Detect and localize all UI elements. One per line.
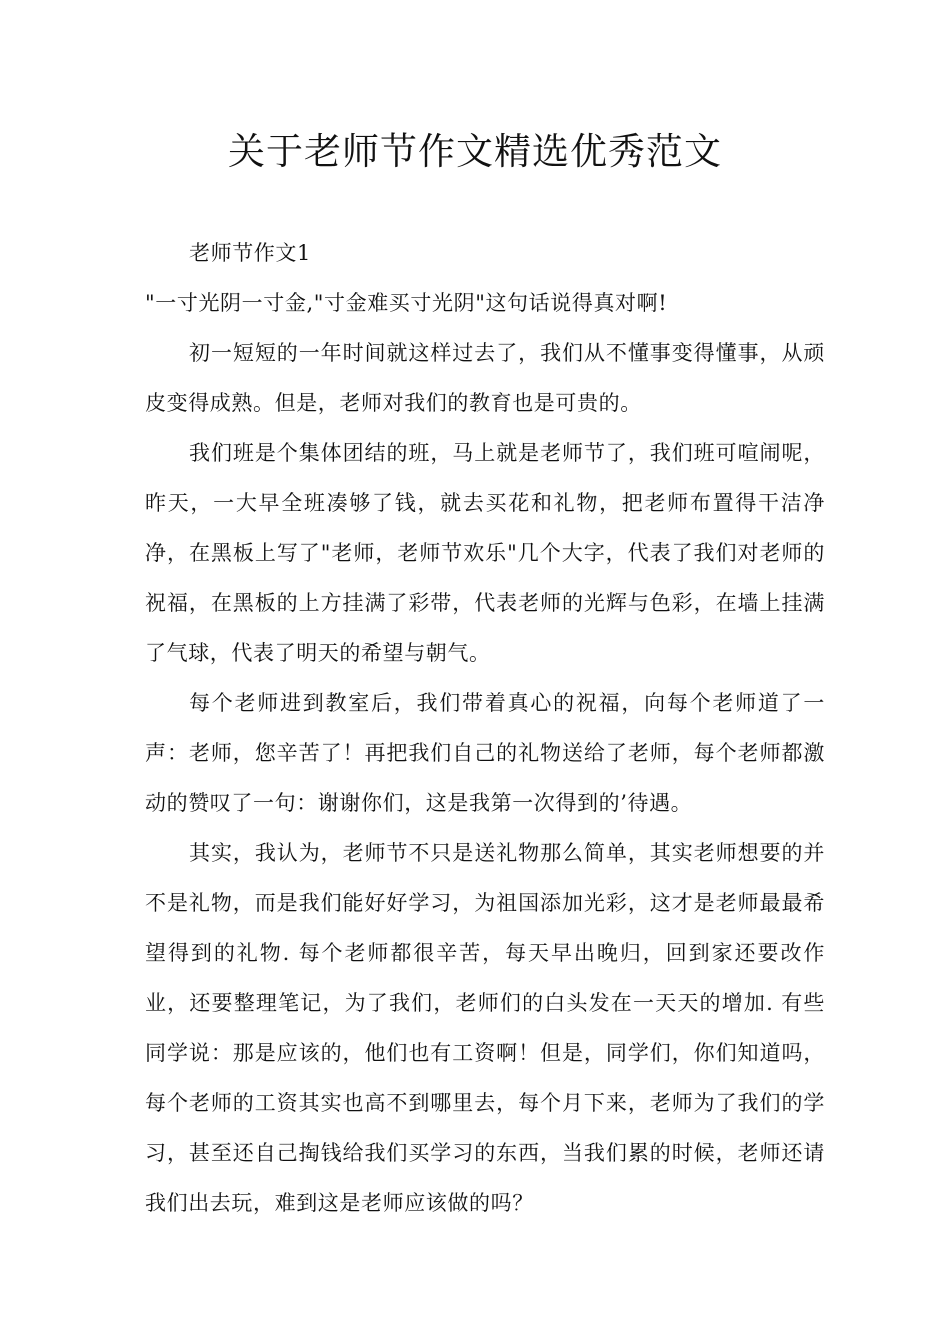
- paragraph: 每个老师进到教室后，我们带着真心的祝福，向每个老师道了一声：老师，您辛苦了！再把我们自己的礼物送给了老师，每个老师都激动的赞叹了一句：谢谢你们，这是我第一次得到的’待遇。: [145, 691, 825, 815]
- section-heading: 老师节作文1: [189, 241, 311, 265]
- paragraph: 初一短短的一年时间就这样过去了，我们从不懂事变得懂事，从顽皮变得成熟。但是，老师对我们的教育也是可贵的。: [145, 341, 825, 415]
- paragraph-quote: "一寸光阴一寸金,"寸金难买寸光阴"这句话说得真对啊!: [145, 291, 668, 315]
- paragraph: 我们班是个集体团结的班，马上就是老师节了，我们班可喧闹呢，昨天，一大早全班凑够了钱，就去买花和礼物，把老师布置得干洁净净，在黑板上写了"老师，老师节欢乐"几个大字，代表了我们对老师的祝福，在黑板的上方挂满了彩带，代表老师的光辉与色彩，在墙上挂满了气球，代表了明天的希望与朝气。: [145, 441, 825, 665]
- document-body: [145, 228, 825, 1228]
- document-title: 关于老师节作文精选优秀范文: [228, 130, 722, 173]
- paragraph: 其实，我认为，老师节不只是送礼物那么简单，其实老师想要的并不是礼物，而是我们能好好学习，为祖国添加光彩，这才是老师最最希望得到的礼物. 每个老师都很辛苦，每天早出晚归，回到家还要改作业，还要整理笔记，为了我们，老师们的白头发在一天天的增加. 有些同学说：那是应该的，他们也有工资啊！但是，同学们，你们知道吗，每个老师的工资其实也高不到哪里去，每个月下来，老师为了我们的学习，甚至还自己掏钱给我们买学习的东西，当我们累的时候，老师还请我们出去玩，难到这是老师应该做的吗？: [145, 841, 825, 1215]
